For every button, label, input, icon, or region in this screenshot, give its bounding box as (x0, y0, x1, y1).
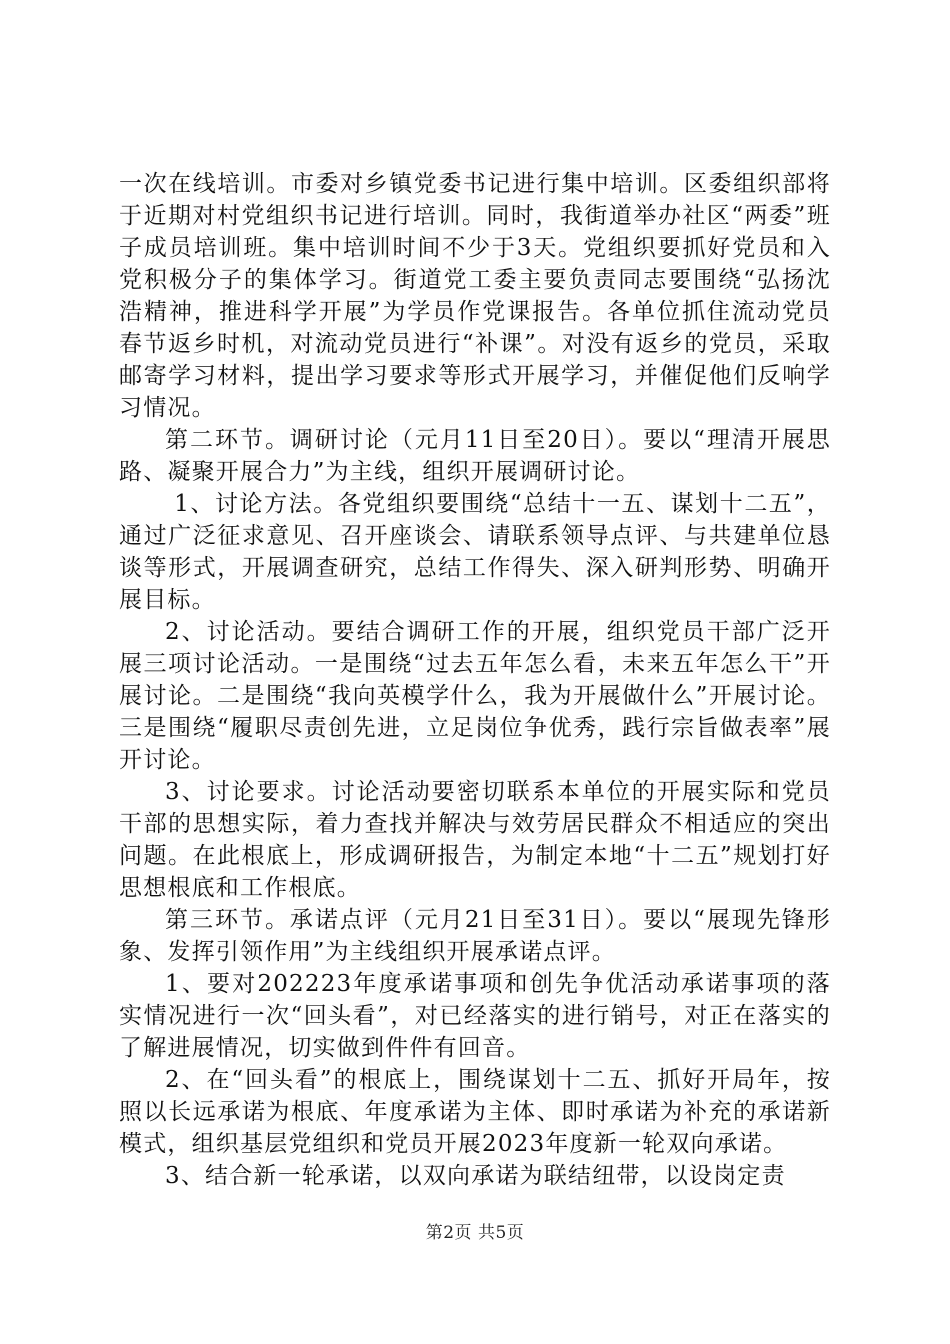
paragraph-discussion-method: 1、讨论方法。各党组织要围绕“总结十一五、谋划十二五”，通过广泛征求意见、召开座谈会、请联系领导点评、与共建单位恳谈等形式，开展调查研究，总结工作得失、深入研判形势、明确开展目标。 (119, 491, 831, 613)
paragraph-training-continued: 一次在线培训。市委对乡镇党委书记进行集中培训。区委组织部将于近期对村党组织书记进行培训。同时，我街道举办社区“两委”班子成员培训班。集中培训时间不少于3天。党组织要抓好党员和入党积极分子的集体学习。街道党工委主要负责同志要围绕“弘扬沈浩精神，推进科学开展”为学员作党课报告。各单位抓住流动党员春节返乡时机，对流动党员进行“补课”。对没有返乡的党员，采取邮寄学习材料，提出学习要求等形式开展学习，并催促他们反响学习情况。 (119, 171, 831, 421)
paragraph-phase-two: 第二环节。调研讨论（元月11日至20日）。要以“理清开展思路、凝聚开展合力”为主线，组织开展调研讨论。 (119, 427, 831, 485)
paragraph-phase-three: 第三环节。承诺点评（元月21日至31日）。要以“展现先锋形象、发挥引领作用”为主线组织开展承诺点评。 (119, 907, 831, 965)
document-body (119, 168, 831, 1192)
paragraph-commitment-review: 1、要对202223年度承诺事项和创先争优活动承诺事项的落实情况进行一次“回头看”，对已经落实的进行销号，对正在落实的了解进展情况，切实做到件件有回音。 (119, 971, 831, 1061)
paragraph-new-commitments: 2、在“回头看”的根底上，围绕谋划十二五、抓好开局年，按照以长远承诺为根底、年度承诺为主体、即时承诺为补充的承诺新模式，组织基层党组织和党员开展2023年度新一轮双向承诺。 (119, 1067, 831, 1157)
page-number: 第2页 共5页 (425, 1223, 525, 1243)
paragraph-discussion-requirements: 3、讨论要求。讨论活动要密切联系本单位的开展实际和党员干部的思想实际，着力查找并解决与效劳居民群众不相适应的突出问题。在此根底上，形成调研报告，为制定本地“十二五”规划打好思想根底和工作根底。 (119, 779, 831, 901)
paragraph-commitment-linkage: 3、结合新一轮承诺，以双向承诺为联结纽带，以设岗定责 (165, 1163, 786, 1189)
paragraph-discussion-activities: 2、讨论活动。要结合调研工作的开展，组织党员干部广泛开展三项讨论活动。一是围绕“过去五年怎么看，未来五年怎么干”开展讨论。二是围绕“我向英模学什么，我为开展做什么”开展讨论。三是围绕“履职尽责创先进，立足岗位争优秀，践行宗旨做表率”展开讨论。 (119, 619, 831, 773)
